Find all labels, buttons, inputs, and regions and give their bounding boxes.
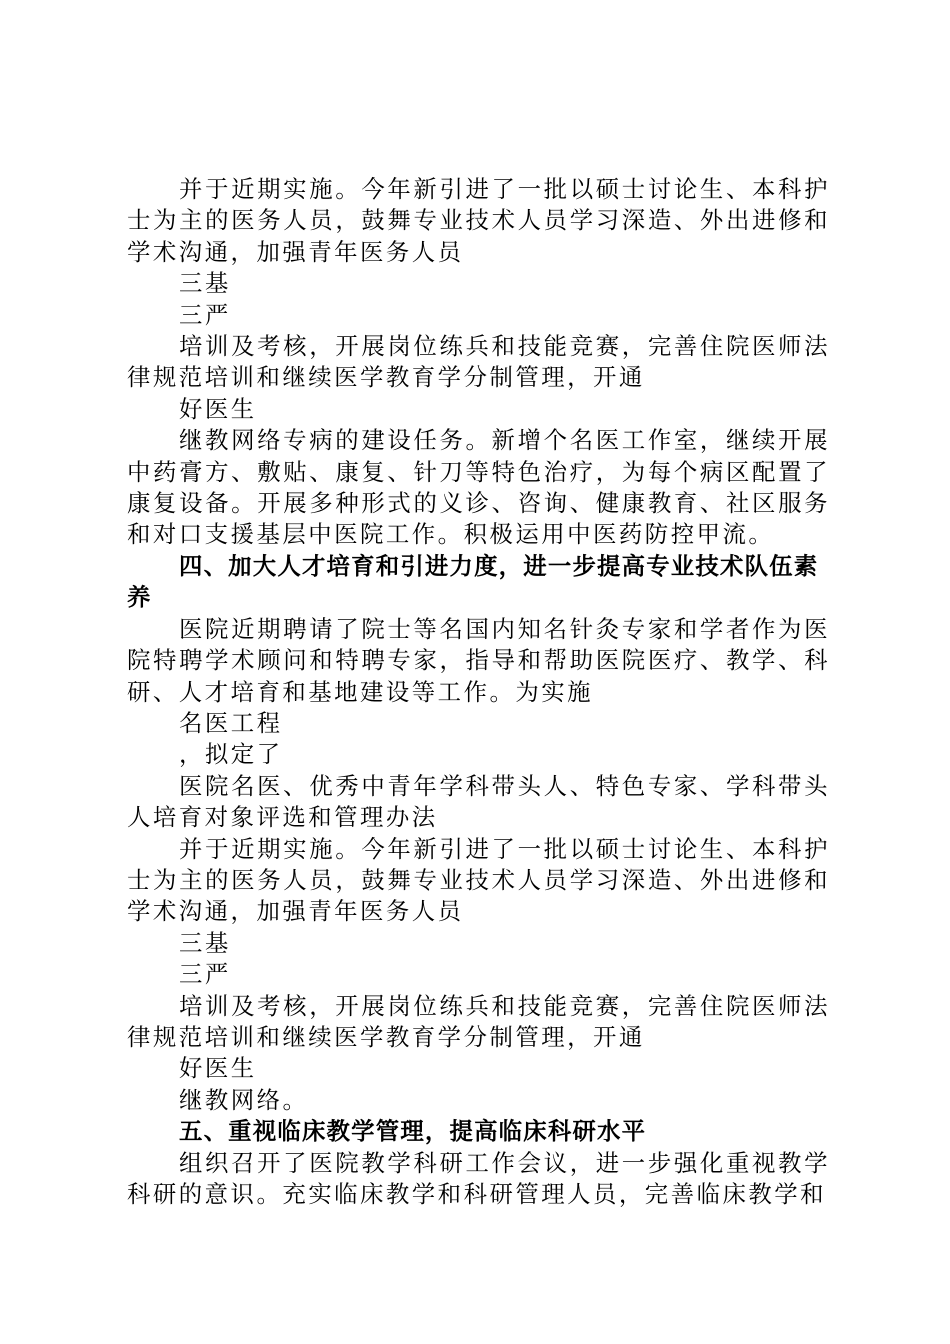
- paragraph: 三基: [179, 928, 231, 957]
- paragraph: 培训及考核，开展岗位练兵和技能竞赛，完善住院医师法律规范培训和继续医学教育学分制管理，开通: [127, 991, 830, 1051]
- paragraph: 并于近期实施。今年新引进了一批以硕士讨论生、本科护士为主的医务人员，鼓舞专业技术人员学习深造、外出进修和学术沟通，加强青年医务人员: [127, 834, 830, 926]
- paragraph: 继教网络。: [179, 1085, 309, 1114]
- paragraph: 继教网络专病的建设任务。新增个名医工作室，继续开展中药膏方、敷贴、康复、针刀等特色治疗，为每个病区配置了康复设备。开展多种形式的义诊、咨询、健康教育、社区服务和对口支援基层中医院工作。积极运用中医药防控甲流。: [127, 426, 830, 549]
- section-heading: 四、加大人才培育和引进力度，进一步提高专业技术队伍素养: [127, 551, 819, 612]
- section-heading: 五、重视临床教学管理，提高临床科研水平: [179, 1117, 647, 1146]
- paragraph: 医院近期聘请了院士等名国内知名针灸专家和学者作为医院特聘学术顾问和特聘专家，指导和帮助医院医疗、教学、科研、人才培育和基地建设等工作。为实施: [127, 614, 830, 706]
- paragraph: 组织召开了医院教学科研工作会议，进一步强化重视教学科研的意识。充实临床教学和科研管理人员，完善临床教学和: [127, 1148, 830, 1208]
- paragraph: 并于近期实施。今年新引进了一批以硕士讨论生、本科护士为主的医务人员，鼓舞专业技术人员学习深造、外出进修和学术沟通，加强青年医务人员: [127, 175, 830, 266]
- paragraph: ，拟定了: [179, 740, 283, 769]
- paragraph: 三基: [179, 269, 231, 298]
- paragraph: 名医工程: [179, 708, 283, 737]
- paragraph: 医院名医、优秀中青年学科带头人、特色专家、学科带头人培育对象评选和管理办法: [127, 771, 830, 832]
- paragraph: 好医生: [179, 394, 257, 423]
- document-page: [127, 174, 830, 1210]
- paragraph: 培训及考核，开展岗位练兵和技能竞赛，完善住院医师法律规范培训和继续医学教育学分制管理，开通: [127, 332, 830, 392]
- paragraph: 好医生: [179, 1054, 257, 1083]
- paragraph: 三严: [179, 300, 231, 329]
- paragraph: 三严: [179, 960, 231, 989]
